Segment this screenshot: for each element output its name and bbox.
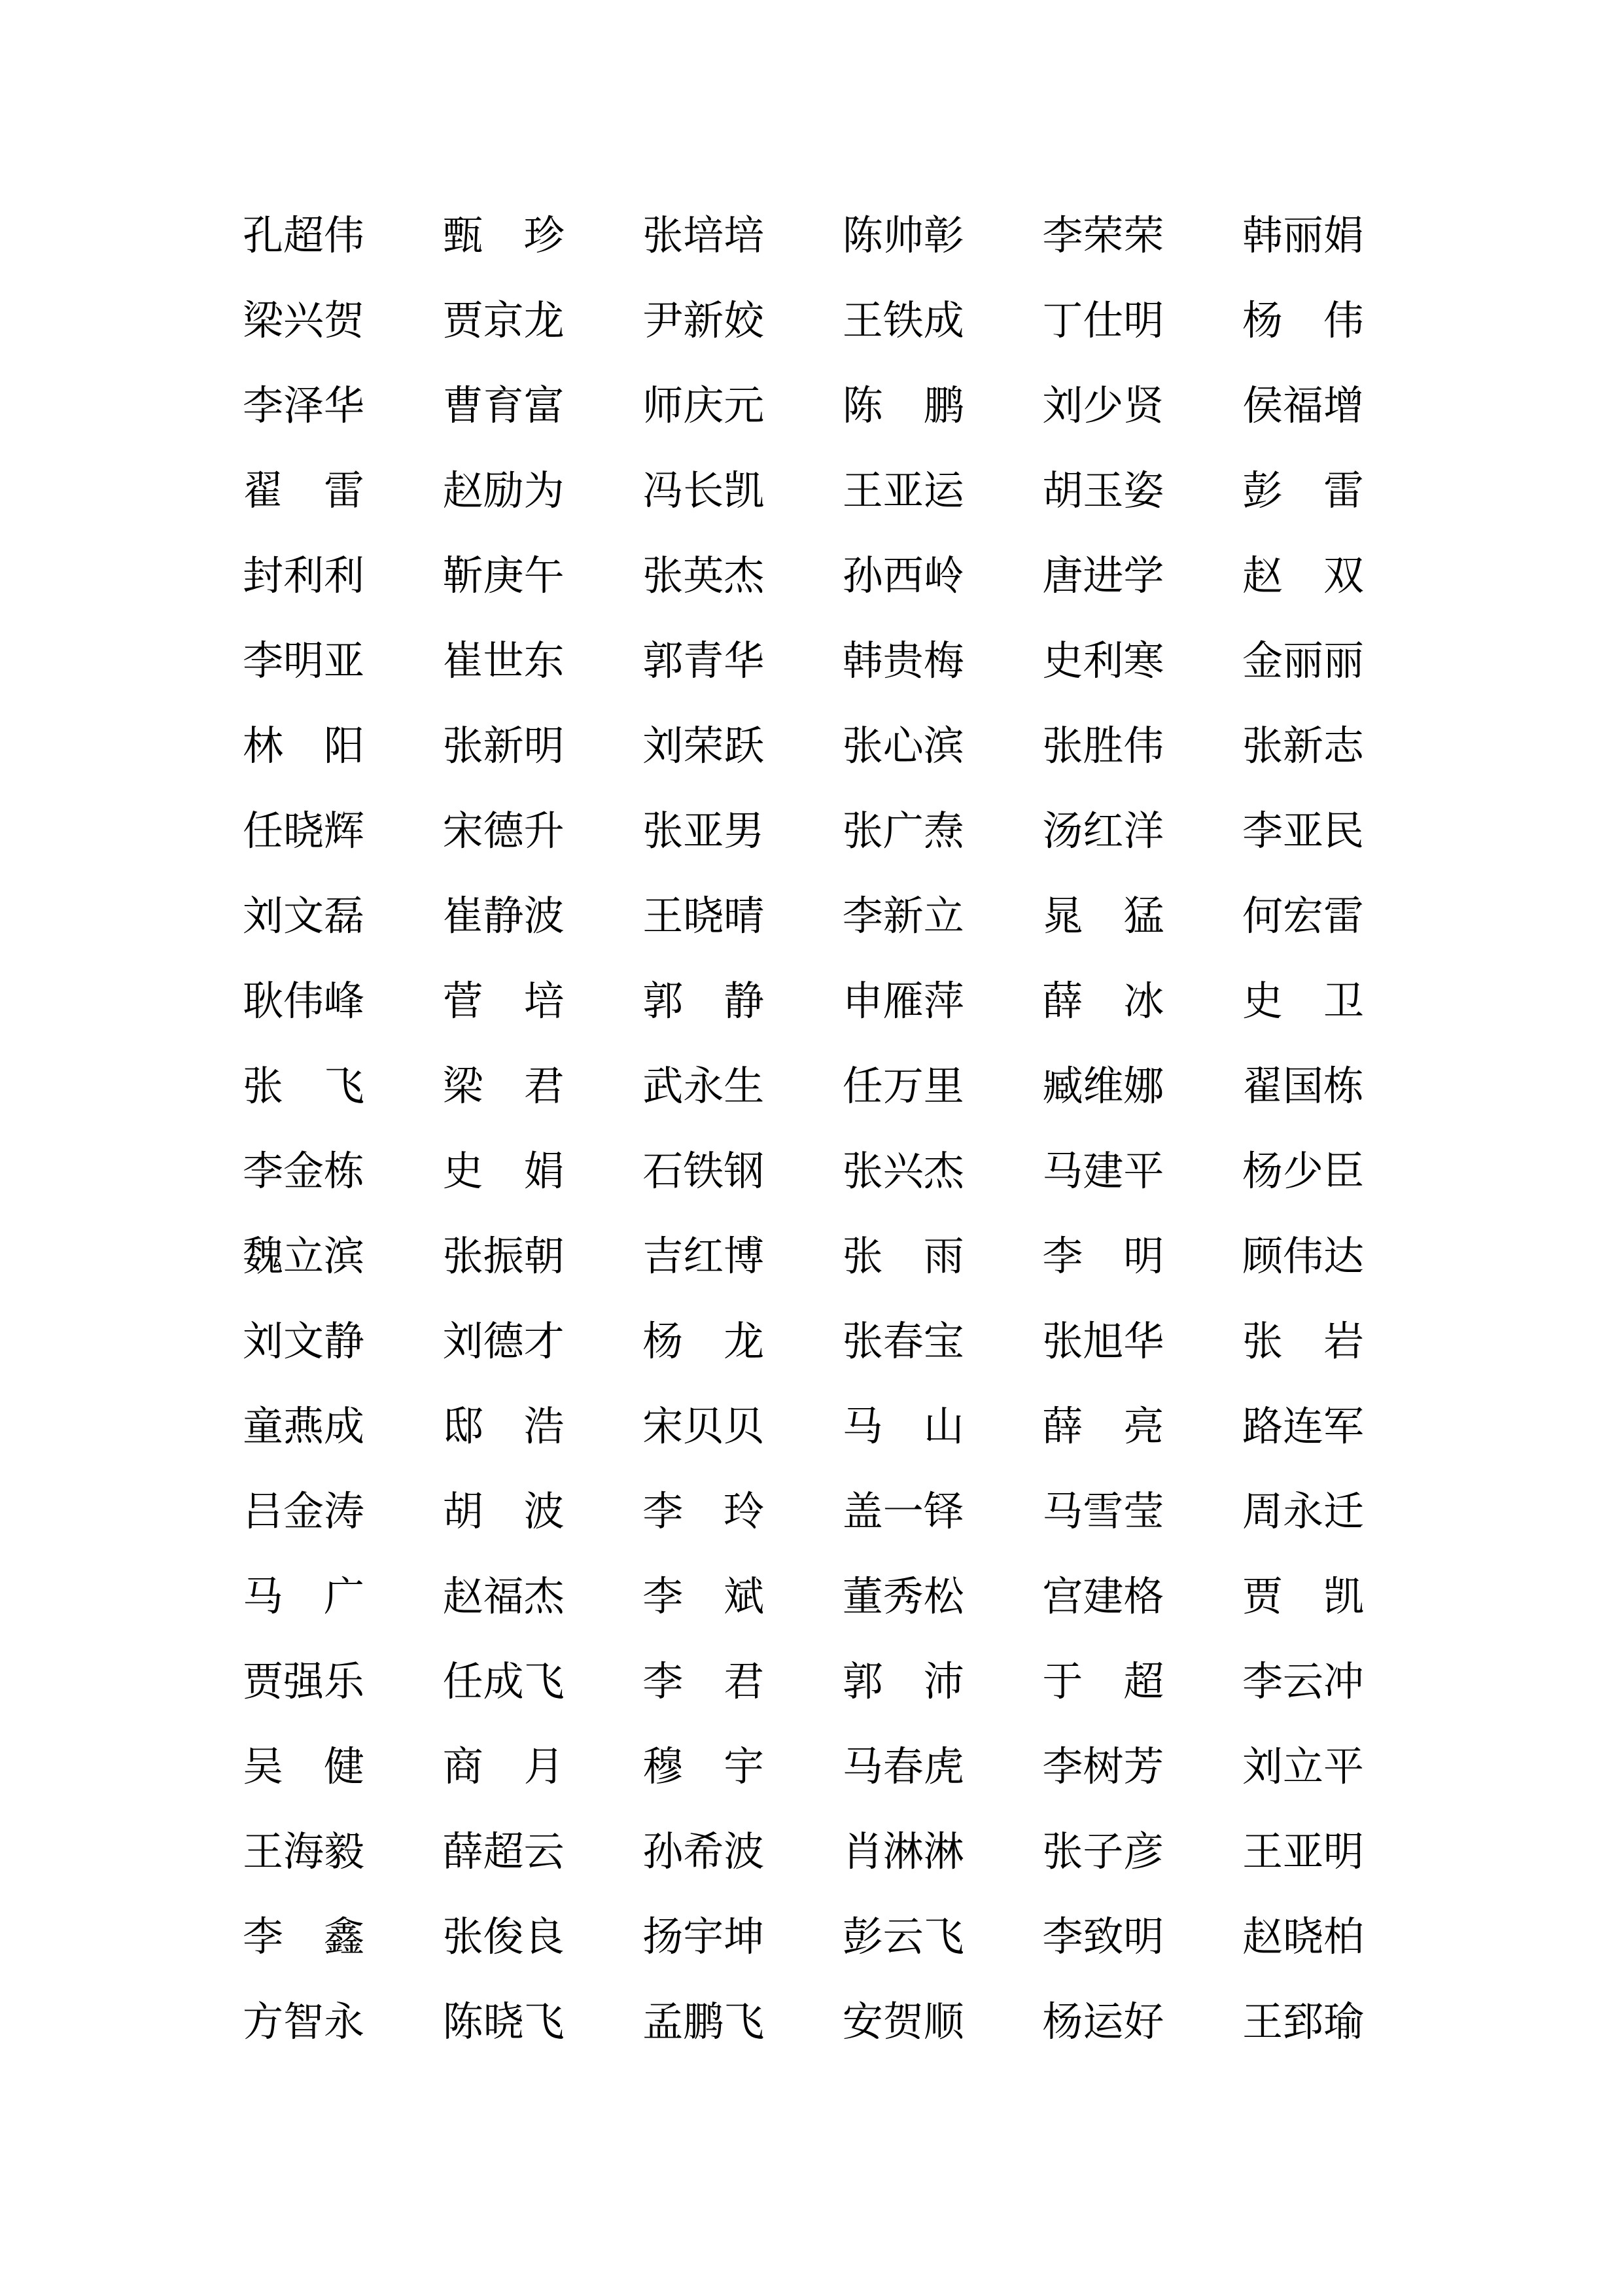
person-name: 肖淋淋 <box>842 1830 964 1875</box>
person-name: 杨龙 <box>642 1320 765 1364</box>
person-name: 薛冰 <box>1042 980 1164 1024</box>
person-name: 吴健 <box>243 1745 364 1790</box>
person-name: 彭雷 <box>1242 469 1364 514</box>
person-name: 刘少贤 <box>1042 384 1164 429</box>
person-name: 穆宇 <box>642 1745 765 1790</box>
person-name: 宫建格 <box>1042 1575 1164 1619</box>
person-name: 张子彦 <box>1042 1830 1164 1875</box>
person-name: 李斌 <box>642 1575 765 1619</box>
person-name: 梁君 <box>442 1065 565 1109</box>
person-name: 陈晓飞 <box>442 2000 565 2045</box>
person-name: 申雁萍 <box>842 980 964 1024</box>
person-name: 张心滨 <box>842 724 964 769</box>
person-name: 薛亮 <box>1042 1405 1164 1449</box>
person-name: 李新立 <box>842 894 964 939</box>
person-name: 何宏雷 <box>1242 894 1364 939</box>
person-name: 盖一铎 <box>842 1490 964 1534</box>
person-name: 方智永 <box>243 2000 364 2045</box>
person-name: 邸浩 <box>442 1405 565 1449</box>
person-name: 杨少臣 <box>1242 1150 1364 1194</box>
person-name: 侯福增 <box>1242 384 1364 429</box>
person-name: 张兴杰 <box>842 1150 964 1194</box>
person-name: 崔静波 <box>442 894 565 939</box>
person-name: 任万里 <box>842 1065 964 1109</box>
person-name: 李泽华 <box>243 384 364 429</box>
person-name: 魏立滨 <box>243 1235 364 1279</box>
person-name: 王晓晴 <box>642 894 765 939</box>
person-name: 崔世东 <box>442 639 565 684</box>
person-name: 陈鹏 <box>842 384 964 429</box>
person-name: 曹育富 <box>442 384 565 429</box>
person-name: 任晓辉 <box>243 809 364 854</box>
person-name: 郭沛 <box>842 1660 964 1704</box>
person-name: 刘荣跃 <box>642 724 765 769</box>
person-name: 董秀松 <box>842 1575 964 1619</box>
person-name: 马春虎 <box>842 1745 964 1790</box>
person-name: 任成飞 <box>442 1660 565 1704</box>
person-name: 翟雷 <box>243 469 364 514</box>
person-name: 张俊良 <box>442 1915 565 1960</box>
person-name: 孟鹏飞 <box>642 2000 765 2045</box>
person-name: 甄珍 <box>442 214 565 258</box>
person-name: 石铁钢 <box>642 1150 765 1194</box>
person-name: 唐进学 <box>1042 554 1164 599</box>
person-name: 张新明 <box>442 724 565 769</box>
person-name: 菅培 <box>442 980 565 1024</box>
person-name: 梁兴贺 <box>243 299 364 344</box>
person-name: 宋德升 <box>442 809 565 854</box>
person-name: 宋贝贝 <box>642 1405 765 1449</box>
person-name: 马雪莹 <box>1042 1490 1164 1534</box>
person-name: 赵励为 <box>442 469 565 514</box>
person-name: 李云冲 <box>1242 1660 1364 1704</box>
person-name: 金丽丽 <box>1242 639 1364 684</box>
person-name: 韩丽娟 <box>1242 214 1364 258</box>
person-name: 张广焘 <box>842 809 964 854</box>
person-name: 杨运好 <box>1042 2000 1164 2045</box>
person-name: 晁猛 <box>1042 894 1164 939</box>
person-name: 胡玉姿 <box>1042 469 1164 514</box>
person-name: 马山 <box>842 1405 964 1449</box>
person-name: 王铁成 <box>842 299 964 344</box>
person-name: 李荣荣 <box>1042 214 1164 258</box>
person-name: 吉红博 <box>642 1235 765 1279</box>
person-name: 张胜伟 <box>1042 724 1164 769</box>
person-name: 韩贵梅 <box>842 639 964 684</box>
person-name: 李鑫 <box>243 1915 364 1960</box>
person-name: 张岩 <box>1242 1320 1364 1364</box>
person-name: 胡波 <box>442 1490 565 1534</box>
person-name: 翟国栋 <box>1242 1065 1364 1109</box>
person-name: 赵晓柏 <box>1242 1915 1364 1960</box>
person-name: 李亚民 <box>1242 809 1364 854</box>
person-name: 张英杰 <box>642 554 765 599</box>
person-name: 扬宇坤 <box>642 1915 765 1960</box>
person-name: 孔超伟 <box>243 214 364 258</box>
person-name: 赵福杰 <box>442 1575 565 1619</box>
person-name: 李玲 <box>642 1490 765 1534</box>
person-name: 李君 <box>642 1660 765 1704</box>
person-name: 李明亚 <box>243 639 364 684</box>
person-name: 贾强乐 <box>243 1660 364 1704</box>
person-name: 陈帅彰 <box>842 214 964 258</box>
person-name: 周永迁 <box>1242 1490 1364 1534</box>
person-name: 刘德才 <box>442 1320 565 1364</box>
person-name: 林阳 <box>243 724 364 769</box>
person-name: 孙西岭 <box>842 554 964 599</box>
person-name: 路连军 <box>1242 1405 1364 1449</box>
person-name: 童燕成 <box>243 1405 364 1449</box>
person-name: 李金栋 <box>243 1150 364 1194</box>
person-name: 彭云飞 <box>842 1915 964 1960</box>
person-name: 刘立平 <box>1242 1745 1364 1790</box>
person-name: 张振朝 <box>442 1235 565 1279</box>
person-name: 吕金涛 <box>243 1490 364 1534</box>
person-name: 史娟 <box>442 1150 565 1194</box>
person-name: 王郅瑜 <box>1242 2000 1364 2045</box>
person-name: 安贺顺 <box>842 2000 964 2045</box>
person-name: 张亚男 <box>642 809 765 854</box>
person-name: 李树芳 <box>1042 1745 1164 1790</box>
person-name: 史卫 <box>1242 980 1364 1024</box>
person-name: 李明 <box>1042 1235 1164 1279</box>
person-name: 贾京龙 <box>442 299 565 344</box>
person-name: 马建平 <box>1042 1150 1164 1194</box>
person-name: 王海毅 <box>243 1830 364 1875</box>
person-name: 冯长凯 <box>642 469 765 514</box>
person-name: 汤红洋 <box>1042 809 1164 854</box>
person-name: 张新志 <box>1242 724 1364 769</box>
person-name: 赵双 <box>1242 554 1364 599</box>
person-name: 郭青华 <box>642 639 765 684</box>
person-name: 封利利 <box>243 554 364 599</box>
person-name: 张旭华 <box>1042 1320 1164 1364</box>
person-name: 靳庚午 <box>442 554 565 599</box>
person-name: 王亚运 <box>842 469 964 514</box>
person-name: 师庆元 <box>642 384 765 429</box>
person-name: 张春宝 <box>842 1320 964 1364</box>
person-name: 尹新姣 <box>642 299 765 344</box>
person-name: 臧维娜 <box>1042 1065 1164 1109</box>
person-name: 贾凯 <box>1242 1575 1364 1619</box>
person-name: 张培培 <box>642 214 765 258</box>
person-name: 王亚明 <box>1242 1830 1364 1875</box>
person-name: 刘文静 <box>243 1320 364 1364</box>
person-name: 耿伟峰 <box>243 980 364 1024</box>
person-name: 杨伟 <box>1242 299 1364 344</box>
person-name: 张雨 <box>842 1235 964 1279</box>
person-name: 薛超云 <box>442 1830 565 1875</box>
person-name: 李致明 <box>1042 1915 1164 1960</box>
person-name: 于超 <box>1042 1660 1164 1704</box>
person-name: 商月 <box>442 1745 565 1790</box>
person-name: 刘文磊 <box>243 894 364 939</box>
name-grid <box>243 0 1364 2065</box>
person-name: 顾伟达 <box>1242 1235 1364 1279</box>
person-name: 孙希波 <box>642 1830 765 1875</box>
person-name: 丁仕明 <box>1042 299 1164 344</box>
person-name: 张飞 <box>243 1065 364 1109</box>
person-name: 史利寒 <box>1042 639 1164 684</box>
person-name: 武永生 <box>642 1065 765 1109</box>
person-name: 马广 <box>243 1575 364 1619</box>
person-name: 郭静 <box>642 980 765 1024</box>
